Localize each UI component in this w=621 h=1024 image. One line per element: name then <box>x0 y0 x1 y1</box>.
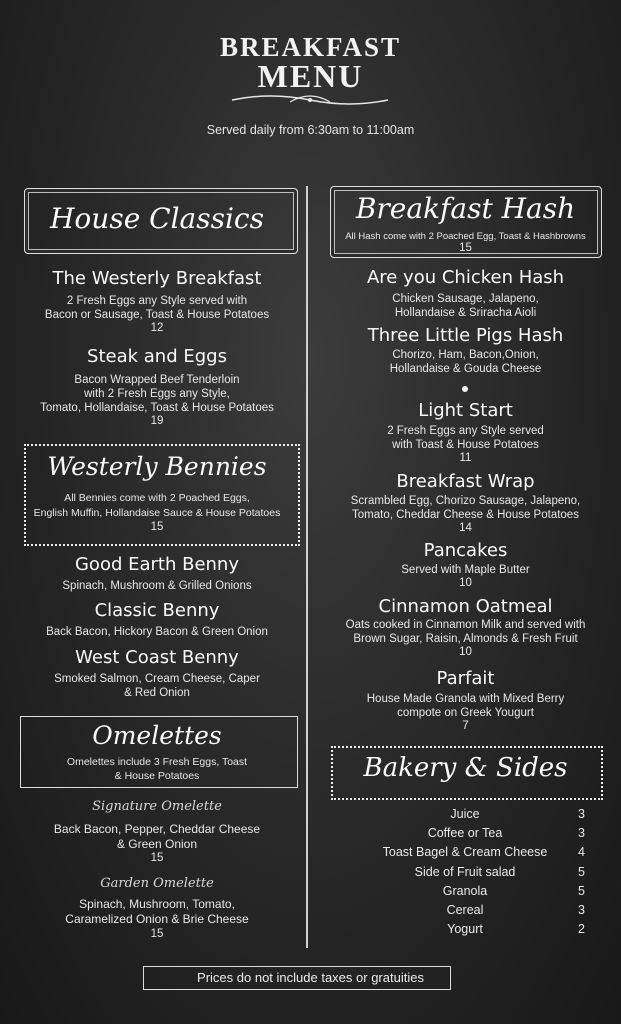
item-desc: with Toast & House Potatoes <box>392 439 539 451</box>
flourish-ornament-icon <box>230 90 390 110</box>
hash-title: Breakfast Hash <box>355 192 576 225</box>
item-desc: Tomato, Cheddar Cheese & House Potatoes <box>352 509 579 521</box>
item-price: 10 <box>459 646 472 658</box>
item-desc: Chorizo, Ham, Bacon,Onion, <box>392 349 539 361</box>
item-pancakes: Pancakes <box>423 540 508 561</box>
omelettes-note: Omelettes include 3 Fresh Eggs, Toast <box>66 756 248 768</box>
side-price: 3 <box>578 826 585 840</box>
sides-title: Bakery & Sides <box>363 753 568 783</box>
list-item <box>370 903 585 921</box>
item-desc: Scrambled Egg, Chorizo Sausage, Jalapeno, <box>350 495 581 507</box>
item-desc: Spinach, Mushroom, Tomato, <box>79 897 235 911</box>
item-west-coast-benny: West Coast Benny <box>75 647 239 668</box>
item-desc: & Green Onion <box>116 837 198 851</box>
list-item <box>370 865 585 883</box>
side-name: Toast Bagel & Cream Cheese <box>382 845 548 859</box>
item-three-little-pigs-hash: Three Little Pigs Hash <box>367 325 564 346</box>
bullet-dot-icon <box>462 386 468 392</box>
item-desc: Caramelized Onion & Brie Cheese <box>65 912 249 926</box>
item-desc: Served with Maple Butter <box>401 564 530 576</box>
item-desc: Back Bacon, Hickory Bacon & Green Onion <box>46 626 268 638</box>
item-desc: House Made Granola with Mixed Berry <box>366 693 565 705</box>
side-name: Side of Fruit salad <box>414 865 516 879</box>
side-price: 3 <box>578 903 585 917</box>
list-item <box>370 922 585 940</box>
item-parfait: Parfait <box>436 668 495 689</box>
menu-title-line2: MENU <box>257 58 364 94</box>
hash-price: 15 <box>459 242 472 254</box>
hash-note: All Hash come with 2 Poached Egg, Toast & Hashbrowns <box>345 231 586 242</box>
serving-hours: Served daily from 6:30am to 11:00am <box>206 123 415 137</box>
side-price: 4 <box>578 845 585 859</box>
item-desc: 2 Fresh Eggs any Style served with <box>66 295 248 307</box>
side-price: 5 <box>578 884 585 898</box>
item-price: 15 <box>150 928 164 940</box>
item-price: 14 <box>459 522 472 534</box>
house-classics-title: House Classics <box>50 202 264 235</box>
item-price: 7 <box>462 720 469 732</box>
item-light-start: Light Start <box>418 400 513 421</box>
item-breakfast-wrap: Breakfast Wrap <box>396 471 535 492</box>
side-name: Coffee or Tea <box>427 826 503 840</box>
list-item <box>370 807 585 825</box>
item-desc: 2 Fresh Eggs any Style served <box>387 425 544 437</box>
bennies-price: 15 <box>150 521 164 533</box>
side-name: Granola <box>442 884 488 898</box>
item-westerly-breakfast: The Westerly Breakfast <box>52 268 262 289</box>
column-divider <box>306 186 308 948</box>
item-good-earth-benny: Good Earth Benny <box>74 554 239 575</box>
item-steak-and-eggs: Steak and Eggs <box>87 346 227 367</box>
footer-note: Prices do not include taxes or gratuities <box>197 970 424 985</box>
item-desc: Oats cooked in Cinnamon Milk and served with <box>345 619 586 631</box>
omelettes-note: & House Potatoes <box>114 770 200 782</box>
bennies-note: English Muffin, Hollandaise Sauce & House Potatoes <box>33 507 281 519</box>
side-price: 5 <box>578 865 585 879</box>
item-desc: Hollandaise & Gouda Cheese <box>389 363 542 375</box>
item-price: 12 <box>150 322 164 334</box>
bennies-note: All Bennies come with 2 Poached Eggs, <box>64 492 250 504</box>
item-desc: Back Bacon, Pepper, Cheddar Cheese <box>53 822 261 836</box>
item-garden-omelette: Garden Omelette <box>100 876 214 891</box>
item-desc: Smoked Salmon, Cream Cheese, Caper <box>54 673 260 685</box>
list-item <box>370 884 585 902</box>
side-name: Juice <box>450 807 480 821</box>
item-desc: Hollandaise & Sriracha Aioli <box>394 307 537 319</box>
list-item <box>370 826 585 844</box>
item-cinnamon-oatmeal: Cinnamon Oatmeal <box>378 596 553 617</box>
item-desc: compote on Greek Yougurt <box>397 707 534 719</box>
item-desc: Bacon or Sausage, Toast & House Potatoes <box>44 309 270 321</box>
item-desc: Chicken Sausage, Jalapeno, <box>392 293 539 305</box>
list-item <box>370 845 585 863</box>
item-price: 15 <box>150 852 164 864</box>
item-desc: Brown Sugar, Raisin, Almonds & Fresh Fruit <box>353 633 578 645</box>
item-signature-omelette: Signature Omelette <box>92 799 222 814</box>
item-chicken-hash: Are you Chicken Hash <box>366 267 565 288</box>
side-price: 2 <box>578 922 585 936</box>
item-classic-benny: Classic Benny <box>94 600 220 621</box>
omelettes-title: Omelettes <box>92 721 222 750</box>
side-name: Cereal <box>446 903 484 917</box>
bennies-title: Westerly Bennies <box>47 452 267 481</box>
side-price: 3 <box>578 807 585 821</box>
item-desc: & Red Onion <box>124 687 190 699</box>
side-name: Yogurt <box>447 922 483 936</box>
item-price: 19 <box>150 415 164 427</box>
menu-title-line1: BREAKFAST <box>219 32 402 62</box>
item-price: 11 <box>459 452 472 464</box>
item-desc: Tomato, Hollandaise, Toast & House Potatoes <box>40 402 274 414</box>
item-desc: with 2 Fresh Eggs any Style, <box>84 388 230 400</box>
item-desc: Spinach, Mushroom & Grilled Onions <box>62 580 252 592</box>
item-price: 10 <box>459 577 472 589</box>
item-desc: Bacon Wrapped Beef Tenderloin <box>74 374 240 386</box>
